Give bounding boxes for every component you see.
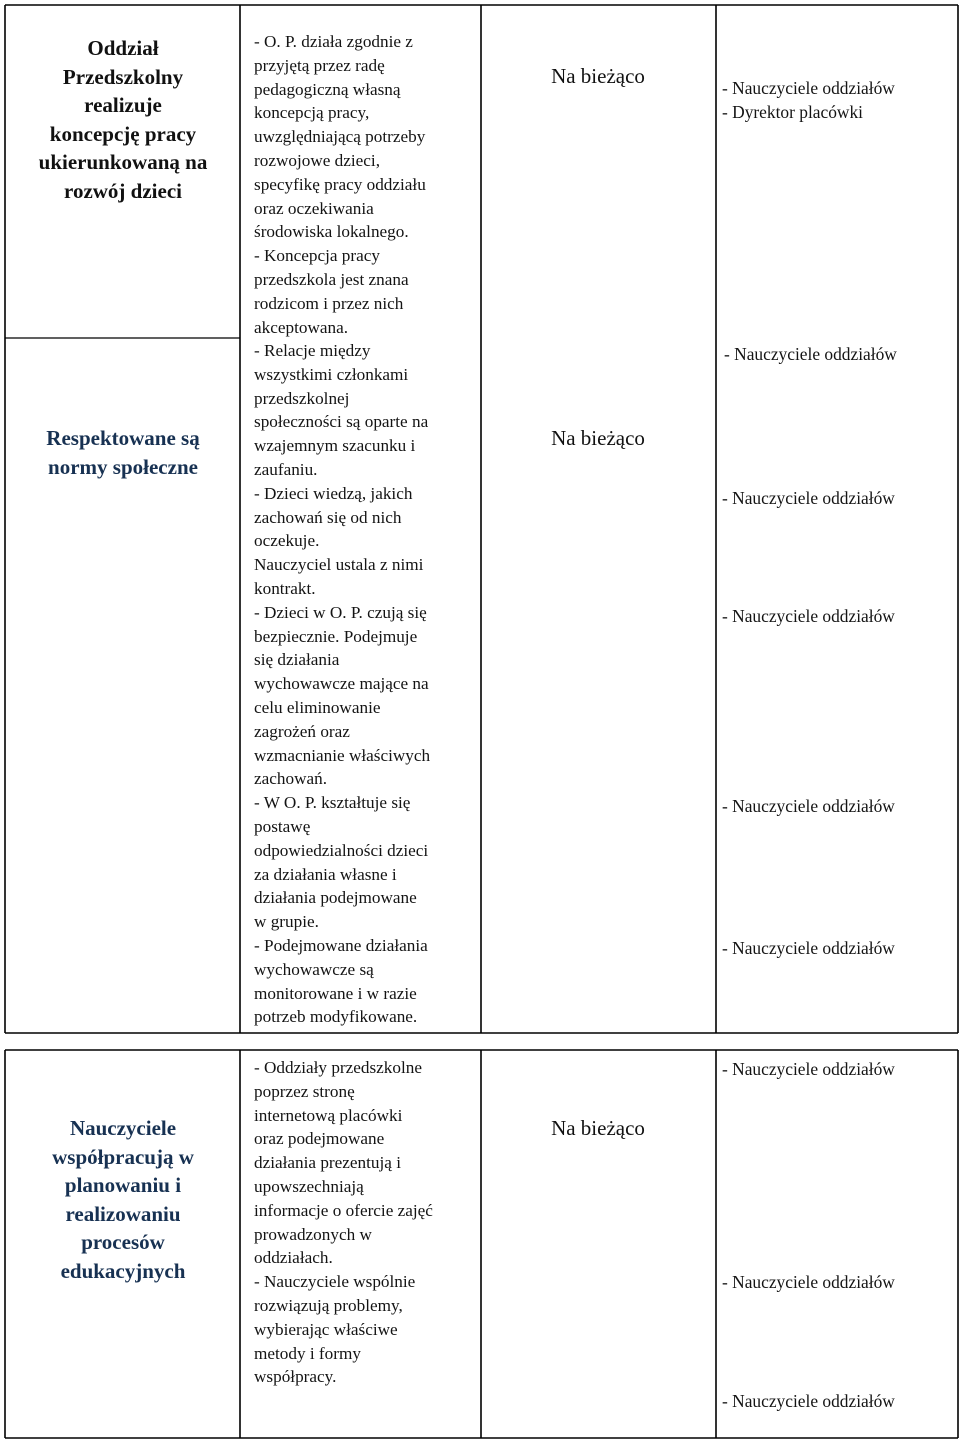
task-line: uwzględniającą potrzeby [254,127,426,147]
goal-line: ukierunkowaną na [38,150,208,174]
task-line: odpowiedzialności dzieci [254,840,429,860]
task-line: rodzicom i przez nich [254,293,404,313]
goal-line: rozwój dzieci [64,178,182,203]
task-line: przedszkolnej [254,388,350,408]
task-line: się działania [254,650,340,670]
task-line: w grupie. [254,912,319,932]
goal-cell-3 [10,1114,236,1285]
task-line: - Podejmowane działania [254,935,428,955]
task-line: - Nauczyciele wspólnie [254,1272,416,1292]
task-line: przedszkola jest znana [254,269,409,289]
responsible-cell-1 [722,76,958,124]
task-line: wychowawcze mające na [254,674,429,694]
task-line: oddziałach. [254,1248,333,1268]
task-line: poprzez stronę [254,1081,355,1101]
responsible-line-2-3: - Nauczyciele oddziałów [722,606,895,626]
task-line: kontrakt. [254,578,316,598]
task-line: upowszechniają [254,1176,364,1196]
task-line: specyfikę pracy oddziału [254,174,426,194]
task-line: - Koncepcja pracy [254,246,380,266]
task-line: zachowań się od nich [254,507,402,527]
task-line: wzmacnianie właściwych [254,745,431,765]
goal-line: realizowaniu [65,1201,181,1226]
task-line: - Dzieci w O. P. czują się [254,602,427,622]
goal-cell-1 [10,34,236,205]
task-line: społeczności są oparte na [254,412,429,432]
task-line: celu eliminowanie [254,697,381,717]
goal-line: Przedszkolny [62,64,184,89]
task-line: działania prezentują i [254,1153,401,1173]
responsible-line: - Nauczyciele oddziałów [722,78,895,98]
task-line: wszystkimi członkami [254,364,409,384]
goal-line: Oddział [87,36,159,60]
task-line: - Relacje między [254,341,371,360]
task-line: - W O. P. kształtuje się [254,793,411,813]
goal-line: Respektowane są [46,426,200,450]
task-line: oraz oczekiwania [254,198,374,218]
task-line: Nauczyciel ustala z nimi [254,555,424,575]
task-line: - Dzieci wiedzą, jakich [254,483,413,503]
responsible-line-3-3: - Nauczyciele oddziałów [722,1391,895,1411]
task-line: oczekuje. [254,531,320,551]
task-line: rozwojowe dzieci, [254,150,380,170]
task-line: przyjętą przez radę [254,55,385,75]
task-line: potrzeb modyfikowane. [254,1007,418,1027]
goal-line: współpracują w [52,1144,194,1169]
task-line: monitorowane i w razie [254,983,417,1003]
task-line: pedagogiczną własną [254,79,401,99]
goal-line: normy społeczne [48,454,198,479]
task-line: koncepcją pracy, [254,103,370,123]
responsible-line-2-2: - Nauczyciele oddziałów [722,488,895,508]
goal-line: Nauczyciele [69,1116,177,1140]
task-line: zagrożeń oraz [254,721,350,741]
tasks-cell-2 [254,339,476,1029]
goal-cell-2 [10,424,236,481]
responsible-line-3-1: - Nauczyciele oddziałów [722,1059,895,1079]
tasks-cell-1 [254,30,476,339]
task-line: bezpiecznie. Podejmuje [254,626,418,646]
responsible-line-3-2: - Nauczyciele oddziałów [722,1272,895,1292]
task-line: - O. P. działa zgodnie z [254,32,413,51]
goal-line: koncepcję pracy [49,121,197,146]
task-line: wybierając właściwe [254,1319,398,1339]
task-line: za działania własne i [254,864,397,884]
task-line: zaufaniu. [254,459,318,479]
task-line: internetową placówki [254,1105,403,1125]
task-line: rozwiązują problemy, [254,1295,403,1315]
responsible-line-2-1: - Nauczyciele oddziałów [724,344,897,364]
tasks-cell-3 [254,1056,476,1389]
task-line: - Oddziały przedszkolne [254,1058,422,1077]
goal-line: procesów [81,1230,165,1254]
task-line: zachowań. [254,769,328,789]
goal-line: planowaniu i [64,1173,182,1197]
task-line: prowadzonych w [254,1224,372,1244]
task-line: środowiska lokalnego. [254,222,409,242]
task-line: oraz podejmowane [254,1129,385,1149]
term-cell-3: Na bieżąco [551,1116,645,1140]
task-line: metody i formy [254,1343,361,1363]
goal-line: edukacyjnych [60,1258,186,1283]
term-cell-2: Na bieżąco [551,426,645,450]
term-cell-1: Na bieżąco [551,64,645,88]
responsible-line: - Dyrektor placówki [722,102,864,122]
responsible-line-2-5: - Nauczyciele oddziałów [722,938,895,958]
task-line: wzajemnym szacunku i [254,436,416,456]
task-line: współpracy. [254,1367,337,1387]
task-line: wychowawcze są [254,959,374,979]
goal-line: realizuje [84,93,162,117]
responsible-line-2-4: - Nauczyciele oddziałów [722,796,895,816]
task-line: działania podejmowane [254,888,417,908]
task-line: postawę [254,816,311,836]
task-line: informacje o ofercie zajęć [254,1200,433,1220]
task-line: akceptowana. [254,317,349,337]
